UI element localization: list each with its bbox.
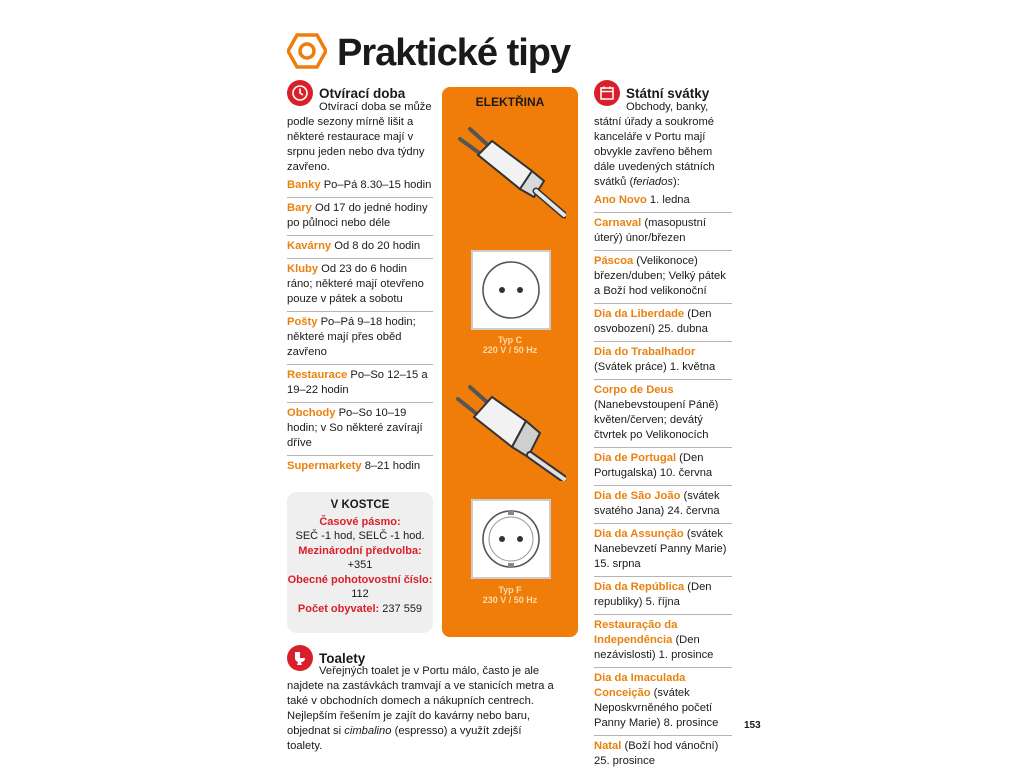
list-item: Dia da República (Den republiky) 5. října bbox=[594, 577, 732, 615]
socket-c bbox=[471, 250, 551, 330]
dial-code-label: Mezinárodní předvolba: bbox=[298, 544, 422, 557]
list-item: Dia do Trabalhador (Svátek práce) 1. května bbox=[594, 342, 732, 380]
population-line: Počet obyvatel: 237 559 bbox=[297, 602, 423, 615]
holidays-section bbox=[594, 80, 732, 773]
opening-hours-list bbox=[287, 175, 433, 478]
list-item: Ano Novo 1. ledna bbox=[594, 190, 732, 213]
list-item: Bary Od 17 do jedné hodiny po půlnoci nebo déle bbox=[287, 198, 433, 236]
list-item: Kavárny Od 8 do 20 hodin bbox=[287, 236, 433, 259]
list-item: Banky Po–Pá 8.30–15 hodin bbox=[287, 175, 433, 198]
list-item: Dia de São João (svátek svatého Jana) 24. června bbox=[594, 486, 732, 524]
plug-c-icon bbox=[456, 125, 566, 225]
list-item: Dia de Portugal (Den Portugalska) 10. června bbox=[594, 448, 732, 486]
electricity-title: ELEKTŘINA bbox=[475, 95, 545, 109]
list-item: Corpo de Deus (Nanebevstoupení Páně) květen/červen; devátý čtvrtek po Velikonocích bbox=[594, 380, 732, 448]
list-item: Pošty Po–Pá 9–18 hodin; některé mají přes oběd zavřeno bbox=[287, 312, 433, 365]
left-margin bbox=[0, 0, 247, 768]
socket-c-voltage: 220 V / 50 Hz bbox=[482, 345, 538, 355]
list-item: Dia da Assunção (svátek Nanebevzetí Panny Marie) 15. srpna bbox=[594, 524, 732, 577]
socket-f-voltage: 230 V / 50 Hz bbox=[482, 595, 538, 605]
page-title: Praktické tipy bbox=[337, 31, 571, 74]
opening-hours-title: Otvírací doba bbox=[319, 85, 406, 101]
plug-f-icon bbox=[454, 381, 566, 486]
list-item: Dia da Liberdade (Den osvobození) 25. dubna bbox=[594, 304, 732, 342]
list-item: Natal (Boží hod vánoční) 25. prosince bbox=[594, 740, 719, 767]
clock-icon bbox=[287, 80, 313, 106]
emergency-line: Obecné pohotovostní číslo: 112 bbox=[287, 573, 433, 600]
opening-hours-intro: Otvírací doba se může podle sezony mírně lišit a některé restaurace mají v srpnu jeden nebo dva týdny zavřeno. bbox=[287, 101, 432, 173]
holidays-list bbox=[594, 190, 732, 773]
holidays-title: Státní svátky bbox=[626, 85, 710, 101]
toilets-title: Toalety bbox=[319, 650, 366, 666]
glance-title: V KOSTCE bbox=[330, 499, 390, 511]
electricity-panel bbox=[442, 87, 578, 637]
socket-f bbox=[471, 499, 551, 579]
socket-c-type: Typ C bbox=[497, 335, 523, 345]
calendar-icon bbox=[594, 80, 620, 106]
opening-hours-section bbox=[287, 80, 433, 478]
list-item: Restaurace Po–So 12–15 a 19–22 hodin bbox=[287, 365, 433, 403]
at-a-glance-box bbox=[287, 492, 433, 633]
dial-code-value: +351 bbox=[347, 559, 373, 571]
list-item: Supermarkety 8–21 hodin bbox=[287, 460, 421, 472]
socket-f-type: Typ F bbox=[498, 585, 522, 595]
timezone-value: SEČ -1 hod, SELČ -1 hod. bbox=[295, 530, 425, 542]
list-item: Restauração da Independência (Den nezávislosti) 1. prosince bbox=[594, 615, 732, 668]
timezone-label: Časové pásmo: bbox=[319, 515, 401, 528]
toilets-text: Veřejných toalet je v Portu málo, často je ale najdete na zastávkách tramvají a ve stanicích metra a také v obchodních domech a nákupních centrech. Nejlepším řešením je zajít do kavárny nebo baru, objednat si cimbalino (espresso) a využít zdejší toalety. bbox=[287, 665, 554, 752]
list-item: Dia da Imaculada Conceição (svátek Neposkvrněného početí Panny Marie) 8. prosince bbox=[594, 668, 732, 736]
holidays-intro: Obchody, banky, státní úřady a soukromé kanceláře v Portu mají obvykle zavřeno během dále uvedených státních svátků (feriados): bbox=[594, 101, 715, 188]
page-number: 153 bbox=[744, 720, 761, 731]
list-item: Obchody Po–So 10–19 hodin; v So některé zavírají dříve bbox=[287, 403, 433, 456]
list-item: Carnaval (masopustní úterý) únor/březen bbox=[594, 213, 732, 251]
list-item: Kluby Od 23 do 6 hodin ráno; některé mají otevřeno pouze v pátek a sobotu bbox=[287, 259, 433, 312]
page-header bbox=[287, 30, 570, 76]
right-margin bbox=[777, 0, 1024, 768]
list-item: Páscoa (Velikonoce) březen/duben; Velký pátek a Boží hod velikonoční bbox=[594, 251, 732, 304]
hexagon-icon bbox=[287, 33, 327, 74]
